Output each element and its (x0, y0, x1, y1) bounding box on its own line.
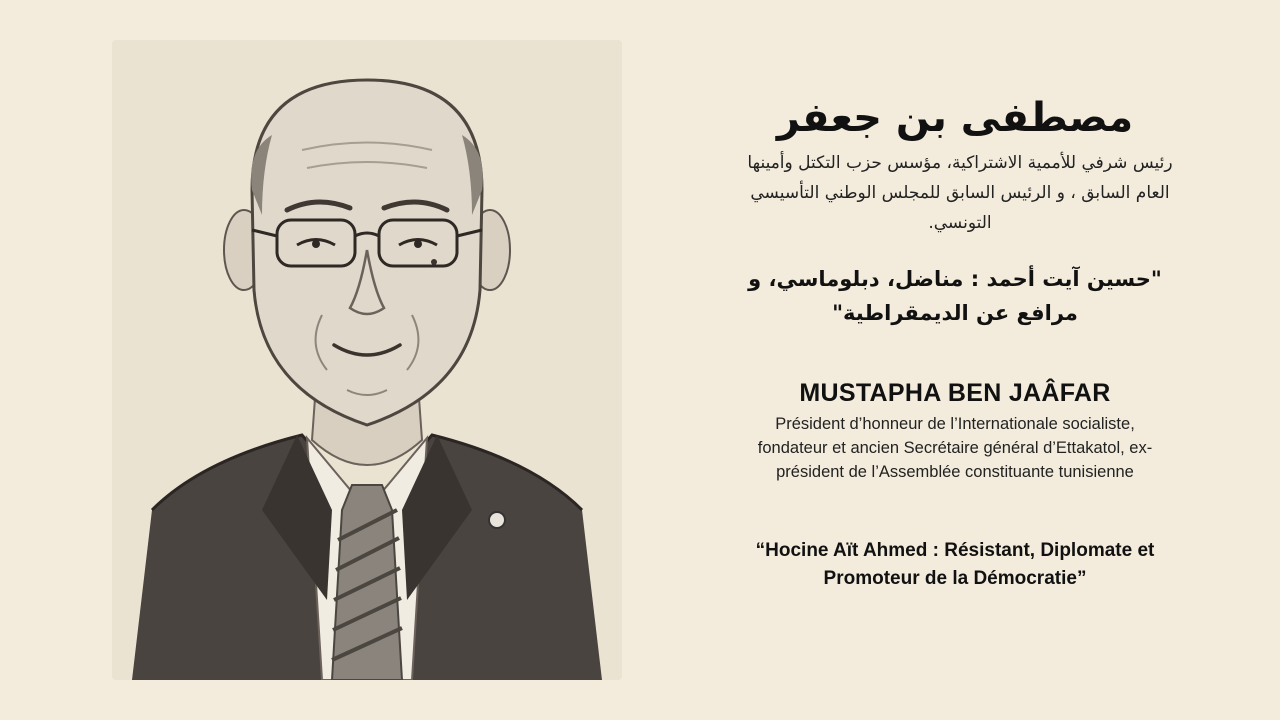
arabic-quote: "حسين آيت أحمد : مناضل، دبلوماسي، و مرافع عن الديمقراطية" (748, 267, 1162, 325)
sketch-portrait-icon (112, 40, 622, 680)
arabic-description: رئيس شرفي للأممية الاشتراكية، مؤسس حزب التكتل وأمينها العام السابق ، و الرئيس السابق للمجلس الوطني التأسيسي التونسي. (747, 153, 1173, 233)
portrait-sketch (112, 40, 622, 680)
french-name: MUSTAPHA BEN JAÂFAR (799, 379, 1111, 407)
text-column (700, 0, 1210, 720)
arabic-name: مصطفى بن جعفر (776, 95, 1134, 141)
french-description: Président d’honneur de l’Internationale socialiste, fondateur et ancien Secrétaire général d’Ettakatol, ex-président de l’Assemblée constituante tunisienne (757, 415, 1153, 481)
french-quote: “Hocine Aït Ahmed : Résistant, Diplomate et Promoteur de la Démocratie” (755, 540, 1155, 589)
